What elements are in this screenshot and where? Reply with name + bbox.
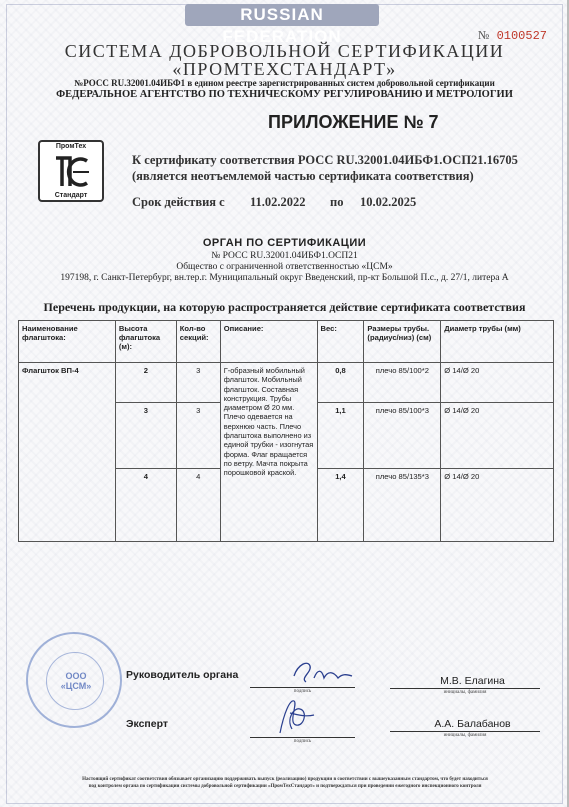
expert-name-caption: инициалы, фамилия bbox=[443, 733, 487, 738]
head-signature-line bbox=[250, 687, 355, 688]
height-cell: 2 bbox=[115, 363, 176, 403]
valid-from: 11.02.2022 bbox=[250, 195, 306, 209]
footer-line: Настоящий сертификат соответствия обязывает организацию поддерживать выпуск (реализацию) продукции в соответствии с вышеуказанным стандартом, что будет находиться bbox=[82, 777, 488, 782]
product-name: Флагшток ВП-4 bbox=[19, 363, 116, 542]
seal-text: ООО «ЦСМ» bbox=[60, 671, 92, 691]
sections-cell: 3 bbox=[176, 403, 220, 469]
size-cell: плечо 85/135*3 bbox=[364, 469, 441, 542]
number-prefix: № bbox=[477, 28, 490, 42]
head-name: М.В. Елагина bbox=[440, 675, 505, 687]
footer-line: под контролем органа по сертификации системы добровольной сертификации «ПромТехСтандарт» и подтверждаться при проведении ежегодного инспекционного контроля bbox=[88, 784, 482, 789]
appendix-title: ПРИЛОЖЕНИЕ № 7 bbox=[268, 112, 439, 132]
number-value: 0100527 bbox=[496, 29, 547, 43]
diameter-cell: Ø 14/Ø 20 bbox=[441, 363, 554, 403]
valid-to: 10.02.2025 bbox=[360, 195, 417, 209]
validity-label: Срок действия с bbox=[132, 195, 225, 209]
promtech-logo bbox=[38, 140, 104, 202]
validity-to-label: по bbox=[330, 195, 344, 209]
head-sign-caption: подпись bbox=[293, 689, 312, 694]
system-title: СИСТЕМА ДОБРОВОЛЬНОЙ СЕРТИФИКАЦИИ bbox=[64, 41, 505, 61]
height-cell: 4 bbox=[115, 469, 176, 542]
expert-name-line bbox=[390, 731, 540, 732]
height-cell: 3 bbox=[115, 403, 176, 469]
column-header: Высота флагштока (м): bbox=[115, 321, 176, 363]
weight-cell: 0,8 bbox=[317, 363, 364, 403]
expert-label: Эксперт bbox=[126, 718, 169, 730]
organ-address: 197198, г. Санкт-Петербург, вн.тер.г. Муниципальный округ Введенский, пр-кт Большой П.с., д. 27/1, литера А bbox=[60, 273, 509, 283]
size-cell: плечо 85/100*3 bbox=[364, 403, 441, 469]
expert-name: А.А. Балабанов bbox=[434, 718, 511, 730]
system-name: «ПРОМТЕХСТАНДАРТ» bbox=[172, 59, 397, 79]
head-name-caption: инициалы, фамилия bbox=[443, 690, 487, 695]
table-header-row bbox=[19, 321, 554, 363]
products-table bbox=[18, 320, 554, 542]
table-row bbox=[19, 363, 554, 403]
head-label: Руководитель органа bbox=[126, 669, 239, 681]
pc-mark-icon bbox=[53, 155, 91, 189]
diameter-cell: Ø 14/Ø 20 bbox=[441, 403, 554, 469]
logo-bottom-text: Стандарт bbox=[54, 192, 88, 199]
head-signature-icon bbox=[288, 656, 358, 690]
registry-line: №РОСС RU.32001.04ИБФ1 в едином реестре зарегистрированных систем добровольной сертификации bbox=[74, 78, 495, 88]
column-header: Кол-во секций: bbox=[176, 321, 220, 363]
expert-signature-line bbox=[250, 737, 355, 738]
column-header: Диаметр трубы (мм) bbox=[441, 321, 554, 363]
column-header: Вес: bbox=[317, 321, 364, 363]
weight-cell: 1,4 bbox=[317, 469, 364, 542]
column-header: Наименование флагштока: bbox=[19, 321, 116, 363]
expert-sign-caption: подпись bbox=[293, 739, 312, 744]
footer-note bbox=[30, 776, 540, 790]
organ-company: Общество с ограниченной ответственностью «ЦСМ» bbox=[176, 262, 393, 272]
agency-line: ФЕДЕРАЛЬНОЕ АГЕНТСТВО ПО ТЕХНИЧЕСКОМУ РЕГУЛИРОВАНИЮ И МЕТРОЛОГИИ bbox=[56, 89, 513, 100]
size-cell: плечо 85/100*2 bbox=[364, 363, 441, 403]
organization-seal bbox=[26, 632, 122, 728]
diameter-cell: Ø 14/Ø 20 bbox=[441, 469, 554, 542]
column-header: Описание: bbox=[220, 321, 317, 363]
organ-heading: ОРГАН ПО СЕРТИФИКАЦИИ bbox=[202, 237, 367, 249]
country-banner: RUSSIAN FEDERATION bbox=[185, 4, 379, 26]
organ-registration: № РОСС RU.32001.04ИБФ1.ОСП21 bbox=[211, 251, 358, 261]
certificate-reference-note: (является неотъемлемой частью сертификата соответствия) bbox=[132, 169, 474, 183]
product-description: Г-образный мобильный флагшток. Мобильный флагшток. Составная конструкция. Трубы диаметром Ø 20 мм. Плечо одевается на верхнюю часть. Плечо флагштока выполнено из единой трубки - изогнутая форма. Флаг вращается по ветру. Мачта покрыта порошковой краской. bbox=[220, 363, 317, 542]
logo-top-text: ПромТех bbox=[55, 143, 87, 150]
weight-cell: 1,1 bbox=[317, 403, 364, 469]
expert-signature-icon bbox=[270, 693, 320, 737]
certificate-reference: К сертификату соответствия РОСС RU.32001.04ИБФ1.ОСП21.16705 bbox=[132, 153, 518, 167]
sections-cell: 4 bbox=[176, 469, 220, 542]
products-heading: Перечень продукции, на которую распространяется действие сертификата соответствия bbox=[43, 300, 526, 314]
head-name-line bbox=[390, 688, 540, 689]
sections-cell: 3 bbox=[176, 363, 220, 403]
column-header: Размеры трубы. (радиус/низ) (см) bbox=[364, 321, 441, 363]
